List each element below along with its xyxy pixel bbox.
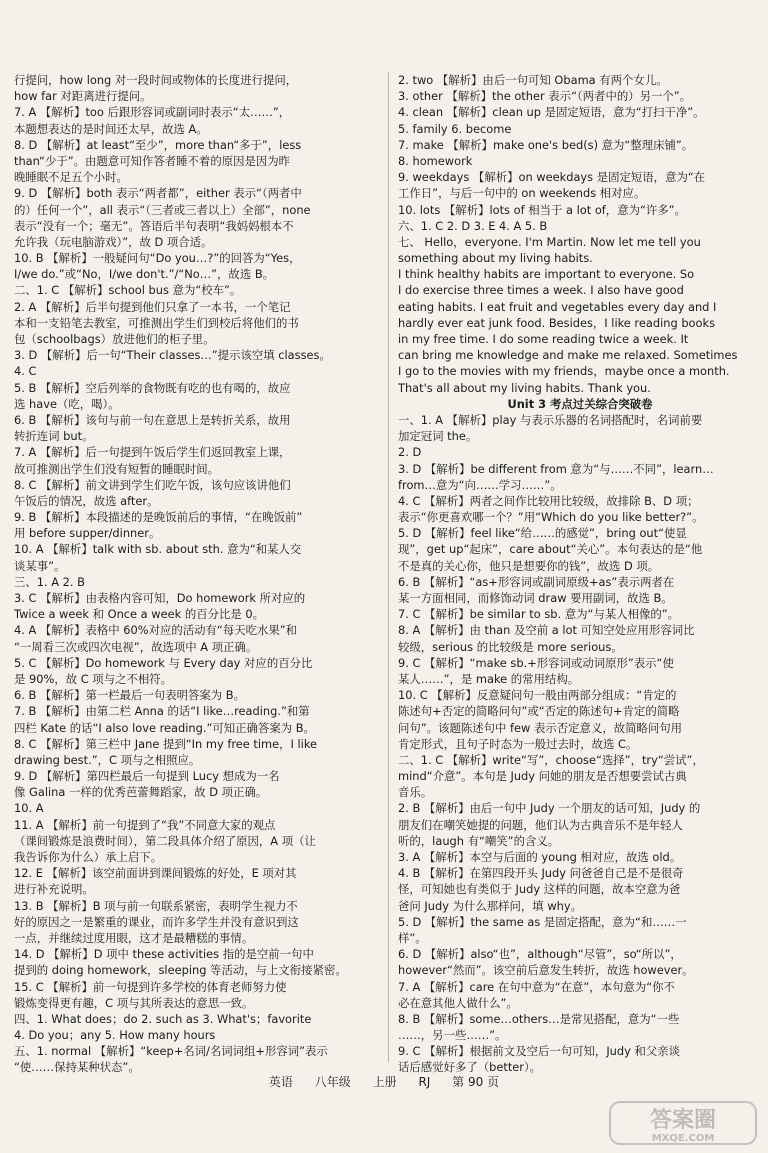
right-line: 3. D 【解析】be different from 意为“与……不同”，learn… [398,461,714,476]
left-line: 本题想表达的是时间还太早，故选 A。 [14,121,208,136]
right-line: 10. C 【解析】反意疑问句一般由两部分组成：“肯定的 [398,688,677,703]
right-line: 9. C 【解析】“make sb.+形容词或动词原形”表示“使 [398,655,674,670]
left-line: 10. B 【解析】一般疑问句“Do you…?”的回答为“Yes， [14,251,301,266]
right-line: 6. B 【解析】“as+形容词或副词原级+as”表示两者在 [398,574,675,589]
right-line: 2. two 【解析】由后一句可知 Obama 有两个女儿。 [398,73,668,87]
right-line: 肯定形式，且句子时态为一般过去时，故选 C。 [398,736,638,751]
right-line: 9. C 【解析】根据前文及空后一句可知，Judy 和父亲谈 [398,1044,681,1059]
left-line: 像 Galina 一样的优秀芭蕾舞蹈家，故 D 项正确。 [14,785,268,800]
right-line: 5. D 【解析】the same as 是固定搭配，意为“和……一 [398,914,687,929]
right-line: can bring me knowledge and make me relaxed. Sometimes [398,348,738,363]
footer-edition: RJ [418,1075,431,1089]
left-line: 三、1. A 2. B [14,574,85,589]
right-line: That's all about my living habits. Thank you. [398,380,651,395]
left-line: 五、1. normal 【解析】“keep+名词/名词词组+形容词”表示 [14,1044,328,1059]
left-line: 2. A 【解析】后半句提到他们只拿了一本书，一个笔记 [14,299,291,314]
left-line: Twice a week 和 Once a week 的百分比是 0。 [14,607,265,622]
watermark-cn: 答案圈 [649,1108,717,1133]
left-line: 4. Do you；any 5. How many hours [14,1028,216,1043]
right-line: 朋友们在嘲笑她提的问题，他们认为古典音乐不是年轻人 [398,817,683,832]
right-line: 10. lots 【解析】lots of 相当于 a lot of，意为“许多”。 [398,202,686,217]
right-line: 样”。 [398,930,427,945]
right-line: 不是真的关心你，他只是想要你的钱”，故选 D 项。 [398,558,660,573]
right-line: 工作日”，与后一句中的 on weekends 相对应。 [398,186,646,201]
left-line: 7. A 【解析】后一句提到午饭后学生们返回教室上课， [14,445,291,460]
right-line: 5. family 6. become [398,121,512,136]
left-line: 9. D 【解析】both 表示“两者都”，either 表示“（两者中 [14,186,302,201]
footer-grade: 八年级 [314,1075,351,1089]
left-line: 二、1. C 【解析】school bus 意为“校车”。 [14,283,242,298]
left-line: 10. A [14,801,44,816]
column-divider [388,72,389,1062]
left-line: 10. A 【解析】talk with sb. about sth. 意为“和某人交 [14,542,302,557]
right-line: 加定冠词 the。 [398,429,478,444]
right-line: I go to the movies with my friends，maybe once a month. [398,364,730,379]
left-line: 4. C [14,364,37,379]
right-line: eating habits. I eat fruit and vegetables every day and I [398,299,717,314]
left-line: 5. B 【解析】空后列举的食物既有吃的也有喝的，故应 [14,380,291,395]
left-line: “使……保持某种状态”。 [14,1060,140,1075]
left-line: 8. D 【解析】at least“至少”，more than“多于”，less [14,137,302,152]
page-footer [0,1073,768,1090]
right-line: 3. A 【解析】本空与后面的 young 相对应，故选 old。 [398,850,682,864]
left-line: 提到的 doing homework，sleeping 等活动，与上文衔接紧密。 [14,963,347,978]
right-line: Unit 3 考点过关综合突破卷 [507,396,653,411]
left-line: 允许我（玩电脑游戏）”，故 D 项合适。 [14,234,213,249]
right-line: 8. homework [398,153,473,168]
left-line: 是 90%，故 C 项与之不相符。 [14,671,173,686]
left-line: 包（schoolbags）放进他们的柜子里。 [14,332,215,346]
right-line: something about my living habits. [398,251,593,266]
right-line: I think healthy habits are important to everyone. So [398,267,695,282]
left-line: （课间锻炼是浪费时间），第二段具体介绍了原因，A 项（让 [14,833,316,848]
left-line: 表示“没有一个；毫无”。答语后半句表明“我妈妈根本不 [14,218,294,233]
left-line: I/we do.”或“No，I/we don't.”/“No…”，故选 B。 [14,267,275,282]
left-line: 15. C 【解析】前一句提到许多学校的体育老师努力使 [14,979,287,994]
right-line: 5. D 【解析】feel like“给……的感觉”，bring out“使显 [398,526,687,541]
right-column [398,72,762,1076]
footer-volume: 上册 [372,1075,397,1089]
right-line: 六、1. C 2. D 3. E 4. A 5. B [398,218,548,233]
left-line: 选 have（吃，喝）。 [14,396,120,411]
right-line: 较级，serious 的比较级是 more serious。 [398,639,623,654]
left-line: 行提问，how long 对一段时间或物体的长度进行提问， [14,73,298,87]
right-line: from…意为“向……学习……”。 [398,477,562,492]
left-line: 午饭后的情况，故选 after。 [14,493,159,508]
right-line: 表示“你更喜欢哪一个？”用“Which do you like better?”。 [398,510,704,525]
left-line: 四、1. What does；do 2. such as 3. What's；favorite [14,1011,312,1026]
left-line: 锻炼变得更有趣，C 项与其所表达的意思一致。 [14,995,254,1010]
right-line: 7. make 【解析】make one's bed(s) 意为“整理床铺”。 [398,137,694,152]
left-line: 3. C 【解析】由表格内容可知，Do homework 所对应的 [14,591,306,605]
left-line: 用 before supper/dinner。 [14,526,161,541]
left-line: 5. C 【解析】Do homework 与 Every day 对应的百分比 [14,655,313,670]
right-line: 音乐。 [398,785,433,800]
right-line: 问句”。该题陈述句中 few 表示否定意义，故简略问句用 [398,720,683,735]
left-line: 8. C 【解析】第三栏中 Jane 提到“In my free time，I like [14,736,318,751]
footer-page-number: 第 90 页 [452,1075,500,1089]
left-line: drawing best.”，C 项与之相照应。 [14,752,201,767]
left-line: 13. B 【解析】B 项与前一句联系紧密，表明学生视力不 [14,898,298,913]
right-line: 某人……”，是 make 的常用结构。 [398,671,580,686]
right-line: 话后感觉好多了（better）。 [398,1060,542,1075]
right-line: 某一方面相同，而修饰动词 draw 要用副词，故选 B。 [398,591,673,605]
right-line: 怪，可知她也有类似于 Judy 这样的问题，故本空意为爸 [398,882,681,897]
right-line: 8. B 【解析】some…others…是常见搭配，意为“一些 [398,1011,680,1026]
right-line: 3. other 【解析】the other 表示“（两者中的）另一个”。 [398,89,692,104]
left-line: 我告诉你为什么）承上启下。 [14,850,163,864]
left-line: 12. E 【解析】该空前面讲到课间锻炼的好处，E 项对其 [14,866,297,881]
right-line: 2. D [398,445,422,460]
left-line: 晚睡眠不足五个小时。 [14,170,128,185]
right-line: 6. D 【解析】also“也”，although“尽管”，so“所以”， [398,947,682,962]
left-line: 转折连词 but。 [14,429,94,444]
left-line: how far 对距离进行提问。 [14,89,152,104]
left-line: 9. B 【解析】本段描述的是晚饭前后的事情，“在晚饭前” [14,510,303,525]
right-line: 4. C 【解析】两者之间作比较用比较级，故排除 B、D 项； [398,493,699,508]
left-line: 4. A 【解析】表格中 60%对应的活动有“每天吃水果”和 [14,623,298,638]
right-line: 听的，laugh 有“嘲笑”的含义。 [398,833,560,848]
right-line: 4. clean 【解析】clean up 是固定短语，意为“打扫干净”。 [398,105,705,120]
left-line: 进行补充说明。 [14,882,94,897]
left-line: 本和一支铅笔去教室，可推测出学生们到校后将他们的书 [14,315,299,330]
left-line: 9. D 【解析】第四栏最后一句提到 Lucy 想成为一名 [14,769,280,784]
right-line: 现”，get up“起床”，care about“关心”。本句表达的是“他 [398,542,703,557]
left-line: 8. C 【解析】前文讲到学生们吃午饭，该句应该讲他们 [14,477,291,492]
left-line: 11. A 【解析】前一句提到了“我”不同意大家的观点 [14,817,276,832]
right-line: 2. B 【解析】由后一句中 Judy 一个朋友的话可知，Judy 的 [398,801,701,816]
left-line: 3. D 【解析】后一句“Their classes…”提示该空填 classes。 [14,348,331,363]
left-line: 好的原因之一是繁重的课业，而许多学生并没有意识到这 [14,914,299,929]
left-line: 14. D 【解析】D 项中 these activities 指的是空前一句中 [14,947,314,962]
left-line: 7. A 【解析】too 后跟形容词或副词时表示“太……”， [14,105,291,120]
right-line: 陈述句+否定的简略问句”或“否定的陈述句+肯定的简略 [398,704,680,719]
right-line: however“然而”。该空前后意发生转折，故选 however。 [398,963,694,978]
right-line: I do exercise three times a week. I also have good [398,283,684,298]
right-line: 二、1. C 【解析】write“写”，choose“选择”，try“尝试”， [398,752,704,767]
right-line: mind“介意”。本句是 Judy 问她的朋友是否想要尝试古典 [398,769,687,784]
right-line: 7. A 【解析】care 在句中意为“在意”，本句意为“你不 [398,979,675,994]
left-line: 谈某事”。 [14,558,66,573]
right-line: in my free time. I do some reading twice a week. It [398,332,689,346]
watermark-logo [608,1100,758,1146]
right-line: ……，另一些……”。 [398,1028,507,1043]
footer-subject: 英语 [268,1075,293,1089]
right-line: 9. weekdays 【解析】on weekdays 是固定短语，意为“在 [398,170,706,185]
right-line: 必在意其他人做什么”。 [398,995,518,1010]
left-line: 的）任何一个”，all 表示“（三者或三者以上）全部”，none [14,202,311,217]
left-line: 四栏 Kate 的话“I also love reading.”可知正确答案为 B。 [14,720,315,735]
right-line: 4. B 【解析】在第四段开头 Judy 问爸爸自己是不是很奇 [398,866,684,881]
left-line: 6. B 【解析】第一栏最后一句表明答案为 B。 [14,688,246,703]
right-line: 爸问 Judy 为什么那样问，填 why。 [398,898,582,913]
left-line: 故可推测出学生们没有短暂的睡眠时间。 [14,461,220,476]
left-line: 一点，并继续过度用眼，这才是最糟糕的事情。 [14,930,254,945]
left-line: than“少于”。由题意可知作答者睡不着的原因是因为昨 [14,153,291,168]
left-column [14,72,378,1076]
right-line: 7. C 【解析】be similar to sb. 意为“与某人相像的”。 [398,607,680,622]
watermark-en: MXQE.COM [651,1133,715,1144]
left-line: 7. B 【解析】由第二栏 Anna 的话“I like…reading.”和第 [14,704,310,719]
right-line: 一、1. A 【解析】play 与表示乐器的名词搭配时，名词前要 [398,412,703,427]
right-line: 8. A 【解析】由 than 及空前 a lot 可知空处应用形容词比 [398,623,695,638]
right-line: 七、 Hello，everyone. I'm Martin. Now let me tell you [398,234,701,249]
right-line: hardly ever eat junk food. Besides，I like reading books [398,315,716,330]
left-line: 6. B 【解析】该句与前一句在意思上是转折关系，故用 [14,412,291,427]
left-line: “一周看三次或四次电视”，故选项中 A 项正确。 [14,639,258,654]
